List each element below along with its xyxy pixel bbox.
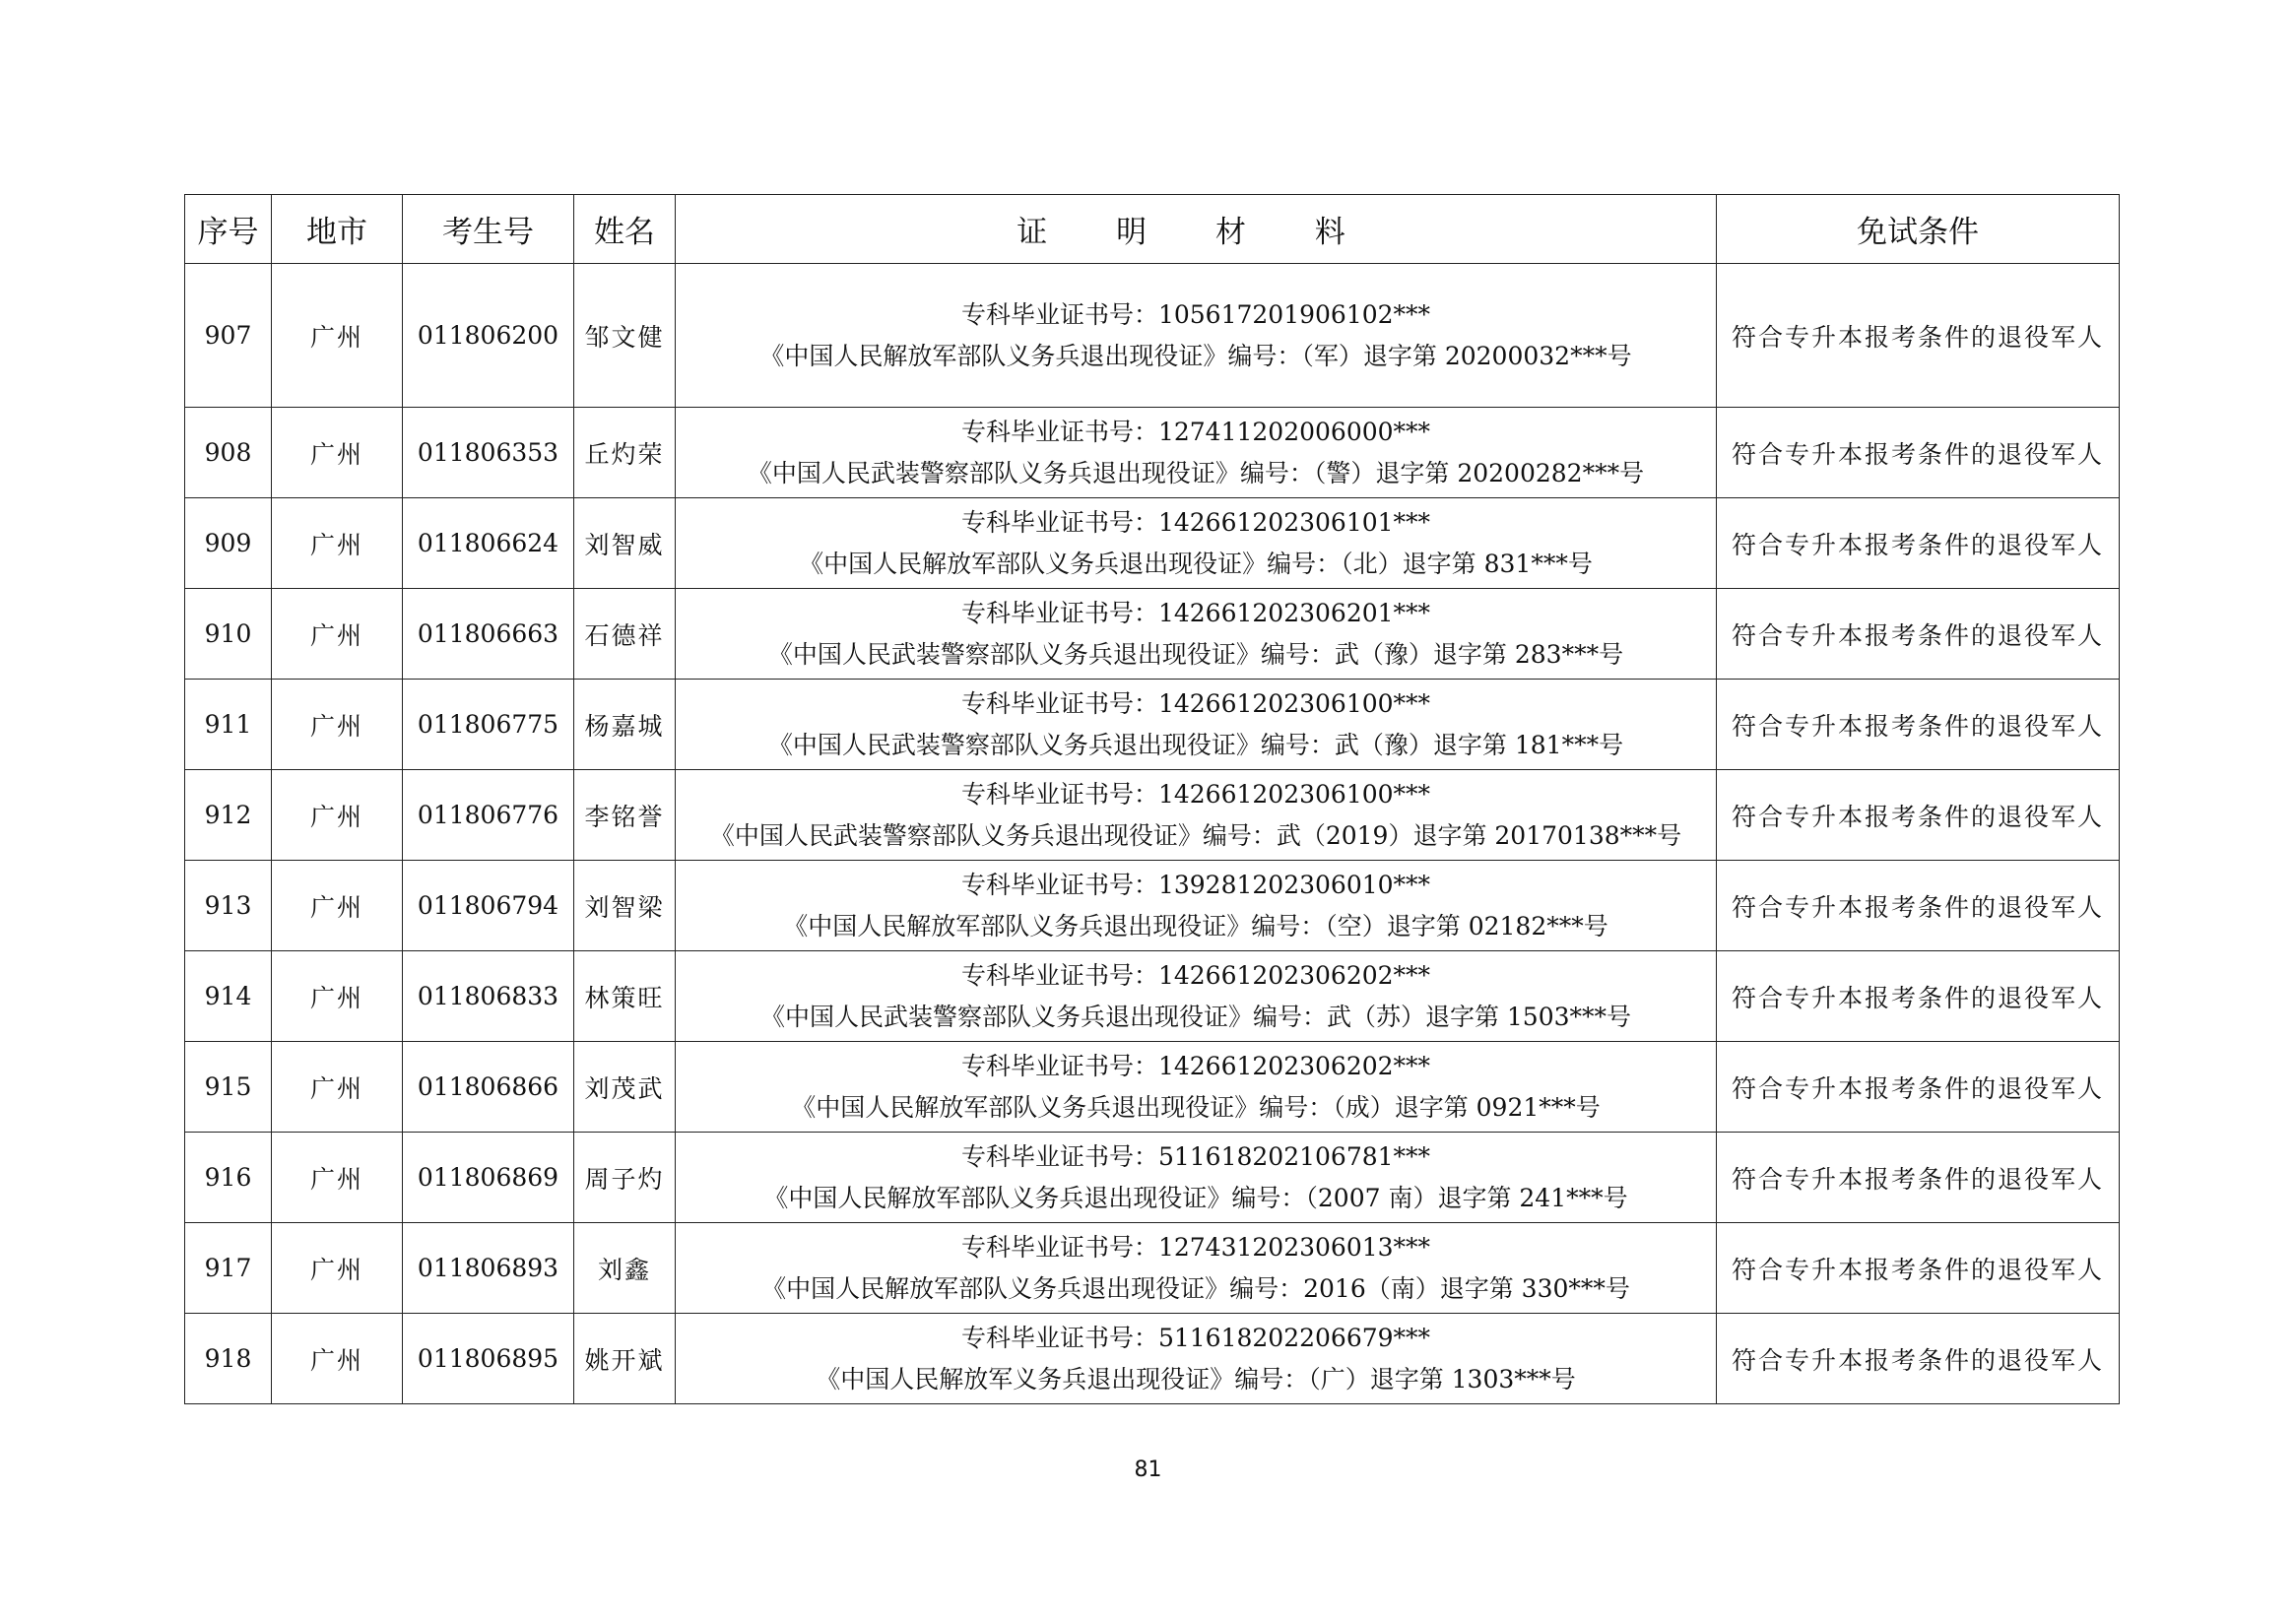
- materials-cell: [676, 861, 1717, 951]
- condition-cell: 符合专升本报考条件的退役军人: [1717, 951, 2120, 1042]
- diploma-line: 专科毕业证书号：142661202306101***: [960, 507, 1431, 537]
- materials-cell: [676, 589, 1717, 680]
- header-name: 姓名: [574, 195, 676, 264]
- discharge-line: 《中国人民解放军义务兵退出现役证》编号：（广）退字第 1303***号: [816, 1364, 1576, 1394]
- table-row: [185, 1133, 2120, 1223]
- city-cell: 广州: [272, 408, 403, 498]
- discharge-line: 《中国人民武装警察部队义务兵退出现役证》编号：武（豫）退字第 181***号: [767, 730, 1624, 759]
- condition-cell: 符合专升本报考条件的退役军人: [1717, 1133, 2120, 1223]
- diploma-line: 专科毕业证书号：105617201906102***: [960, 299, 1431, 329]
- name-cell: 周子灼: [574, 1133, 676, 1223]
- city-cell: 广州: [272, 770, 403, 861]
- city-cell: 广州: [272, 861, 403, 951]
- city-cell: 广州: [272, 1314, 403, 1404]
- city-cell: 广州: [272, 1223, 403, 1314]
- seq-cell: 910: [185, 589, 272, 680]
- exam-id-cell: 011806663: [403, 589, 574, 680]
- diploma-line: 专科毕业证书号：511618202106781***: [960, 1141, 1431, 1171]
- materials-cell: [676, 951, 1717, 1042]
- materials-cell: [676, 498, 1717, 589]
- seq-cell: 907: [185, 264, 272, 408]
- diploma-line: 专科毕业证书号：139281202306010***: [960, 870, 1431, 899]
- materials-cell: [676, 680, 1717, 770]
- exam-id-cell: 011806833: [403, 951, 574, 1042]
- table-row: [185, 1314, 2120, 1404]
- table-row: [185, 1042, 2120, 1133]
- discharge-line: 《中国人民武装警察部队义务兵退出现役证》编号：武（豫）退字第 283***号: [767, 639, 1624, 669]
- name-cell: 刘茂武: [574, 1042, 676, 1133]
- materials-cell: [676, 1314, 1717, 1404]
- table-row: [185, 1223, 2120, 1314]
- name-cell: 杨嘉城: [574, 680, 676, 770]
- seq-cell: 917: [185, 1223, 272, 1314]
- diploma-line: 专科毕业证书号：127411202006000***: [960, 417, 1431, 446]
- exam-id-cell: 011806895: [403, 1314, 574, 1404]
- materials-cell: [676, 1223, 1717, 1314]
- discharge-line: 《中国人民解放军部队义务兵退出现役证》编号：（北）退字第 831***号: [799, 549, 1593, 578]
- condition-cell: 符合专升本报考条件的退役军人: [1717, 1223, 2120, 1314]
- diploma-line: 专科毕业证书号：142661202306202***: [960, 1051, 1431, 1080]
- diploma-line: 专科毕业证书号：142661202306202***: [960, 960, 1431, 990]
- name-cell: 姚开斌: [574, 1314, 676, 1404]
- materials-cell: [676, 264, 1717, 408]
- condition-cell: 符合专升本报考条件的退役军人: [1717, 589, 2120, 680]
- table-row: [185, 498, 2120, 589]
- name-cell: 丘灼荣: [574, 408, 676, 498]
- header-row: [185, 195, 2120, 264]
- header-exam-id: 考生号: [403, 195, 574, 264]
- discharge-line: 《中国人民解放军部队义务兵退出现役证》编号：（军）退字第 20200032***号: [759, 341, 1632, 370]
- discharge-line: 《中国人民解放军部队义务兵退出现役证》编号：（空）退字第 02182***号: [783, 911, 1608, 940]
- materials-cell: [676, 1042, 1717, 1133]
- condition-cell: 符合专升本报考条件的退役军人: [1717, 1042, 2120, 1133]
- condition-cell: 符合专升本报考条件的退役军人: [1717, 861, 2120, 951]
- roster-table: [184, 194, 2120, 1404]
- seq-cell: 916: [185, 1133, 272, 1223]
- table-row: [185, 680, 2120, 770]
- header-seq: 序号: [185, 195, 272, 264]
- city-cell: 广州: [272, 264, 403, 408]
- condition-cell: 符合专升本报考条件的退役军人: [1717, 264, 2120, 408]
- table-row: [185, 589, 2120, 680]
- header-city: 地市: [272, 195, 403, 264]
- discharge-line: 《中国人民解放军部队义务兵退出现役证》编号：（成）退字第 0921***号: [791, 1092, 1601, 1122]
- name-cell: 李铭誉: [574, 770, 676, 861]
- exam-id-cell: 011806866: [403, 1042, 574, 1133]
- seq-cell: 908: [185, 408, 272, 498]
- name-cell: 邹文健: [574, 264, 676, 408]
- condition-cell: 符合专升本报考条件的退役军人: [1717, 680, 2120, 770]
- header-materials: 证 明 材 料: [676, 195, 1717, 264]
- name-cell: 刘鑫: [574, 1223, 676, 1314]
- exam-id-cell: 011806776: [403, 770, 574, 861]
- condition-cell: 符合专升本报考条件的退役军人: [1717, 1314, 2120, 1404]
- page-number: 81: [1134, 1458, 1162, 1482]
- seq-cell: 913: [185, 861, 272, 951]
- seq-cell: 909: [185, 498, 272, 589]
- materials-cell: [676, 770, 1717, 861]
- diploma-line: 专科毕业证书号：127431202306013***: [960, 1232, 1431, 1262]
- table-row: [185, 951, 2120, 1042]
- exam-id-cell: 011806624: [403, 498, 574, 589]
- seq-cell: 911: [185, 680, 272, 770]
- city-cell: 广州: [272, 589, 403, 680]
- materials-cell: [676, 408, 1717, 498]
- city-cell: 广州: [272, 1042, 403, 1133]
- diploma-line: 专科毕业证书号：142661202306201***: [960, 598, 1431, 627]
- seq-cell: 912: [185, 770, 272, 861]
- city-cell: 广州: [272, 498, 403, 589]
- table-row: [185, 408, 2120, 498]
- exam-id-cell: 011806200: [403, 264, 574, 408]
- condition-cell: 符合专升本报考条件的退役军人: [1717, 770, 2120, 861]
- name-cell: 林策旺: [574, 951, 676, 1042]
- exam-id-cell: 011806775: [403, 680, 574, 770]
- diploma-line: 专科毕业证书号：511618202206679***: [960, 1323, 1431, 1352]
- exam-id-cell: 011806353: [403, 408, 574, 498]
- exam-id-cell: 011806869: [403, 1133, 574, 1223]
- materials-cell: [676, 1133, 1717, 1223]
- seq-cell: 914: [185, 951, 272, 1042]
- condition-cell: 符合专升本报考条件的退役军人: [1717, 408, 2120, 498]
- name-cell: 刘智梁: [574, 861, 676, 951]
- discharge-line: 《中国人民解放军部队义务兵退出现役证》编号：（2007 南）退字第 241***号: [763, 1183, 1628, 1212]
- discharge-line: 《中国人民武装警察部队义务兵退出现役证》编号：武（2019）退字第 20170138***号: [709, 820, 1682, 850]
- city-cell: 广州: [272, 951, 403, 1042]
- exam-id-cell: 011806794: [403, 861, 574, 951]
- table-row: [185, 861, 2120, 951]
- discharge-line: 《中国人民武装警察部队义务兵退出现役证》编号：（警）退字第 20200282***号: [747, 458, 1645, 487]
- seq-cell: 918: [185, 1314, 272, 1404]
- table-row: [185, 264, 2120, 408]
- discharge-line: 《中国人民解放军部队义务兵退出现役证》编号：2016（南）退字第 330***号: [761, 1273, 1630, 1303]
- city-cell: 广州: [272, 680, 403, 770]
- discharge-line: 《中国人民武装警察部队义务兵退出现役证》编号：武（苏）退字第 1503***号: [759, 1002, 1632, 1031]
- condition-cell: 符合专升本报考条件的退役军人: [1717, 498, 2120, 589]
- diploma-line: 专科毕业证书号：142661202306100***: [960, 688, 1431, 718]
- header-condition: 免试条件: [1717, 195, 2120, 264]
- seq-cell: 915: [185, 1042, 272, 1133]
- exam-id-cell: 011806893: [403, 1223, 574, 1314]
- roster-body: [185, 264, 2120, 1404]
- diploma-line: 专科毕业证书号：142661202306100***: [960, 779, 1431, 809]
- city-cell: 广州: [272, 1133, 403, 1223]
- name-cell: 石德祥: [574, 589, 676, 680]
- table-row: [185, 770, 2120, 861]
- name-cell: 刘智威: [574, 498, 676, 589]
